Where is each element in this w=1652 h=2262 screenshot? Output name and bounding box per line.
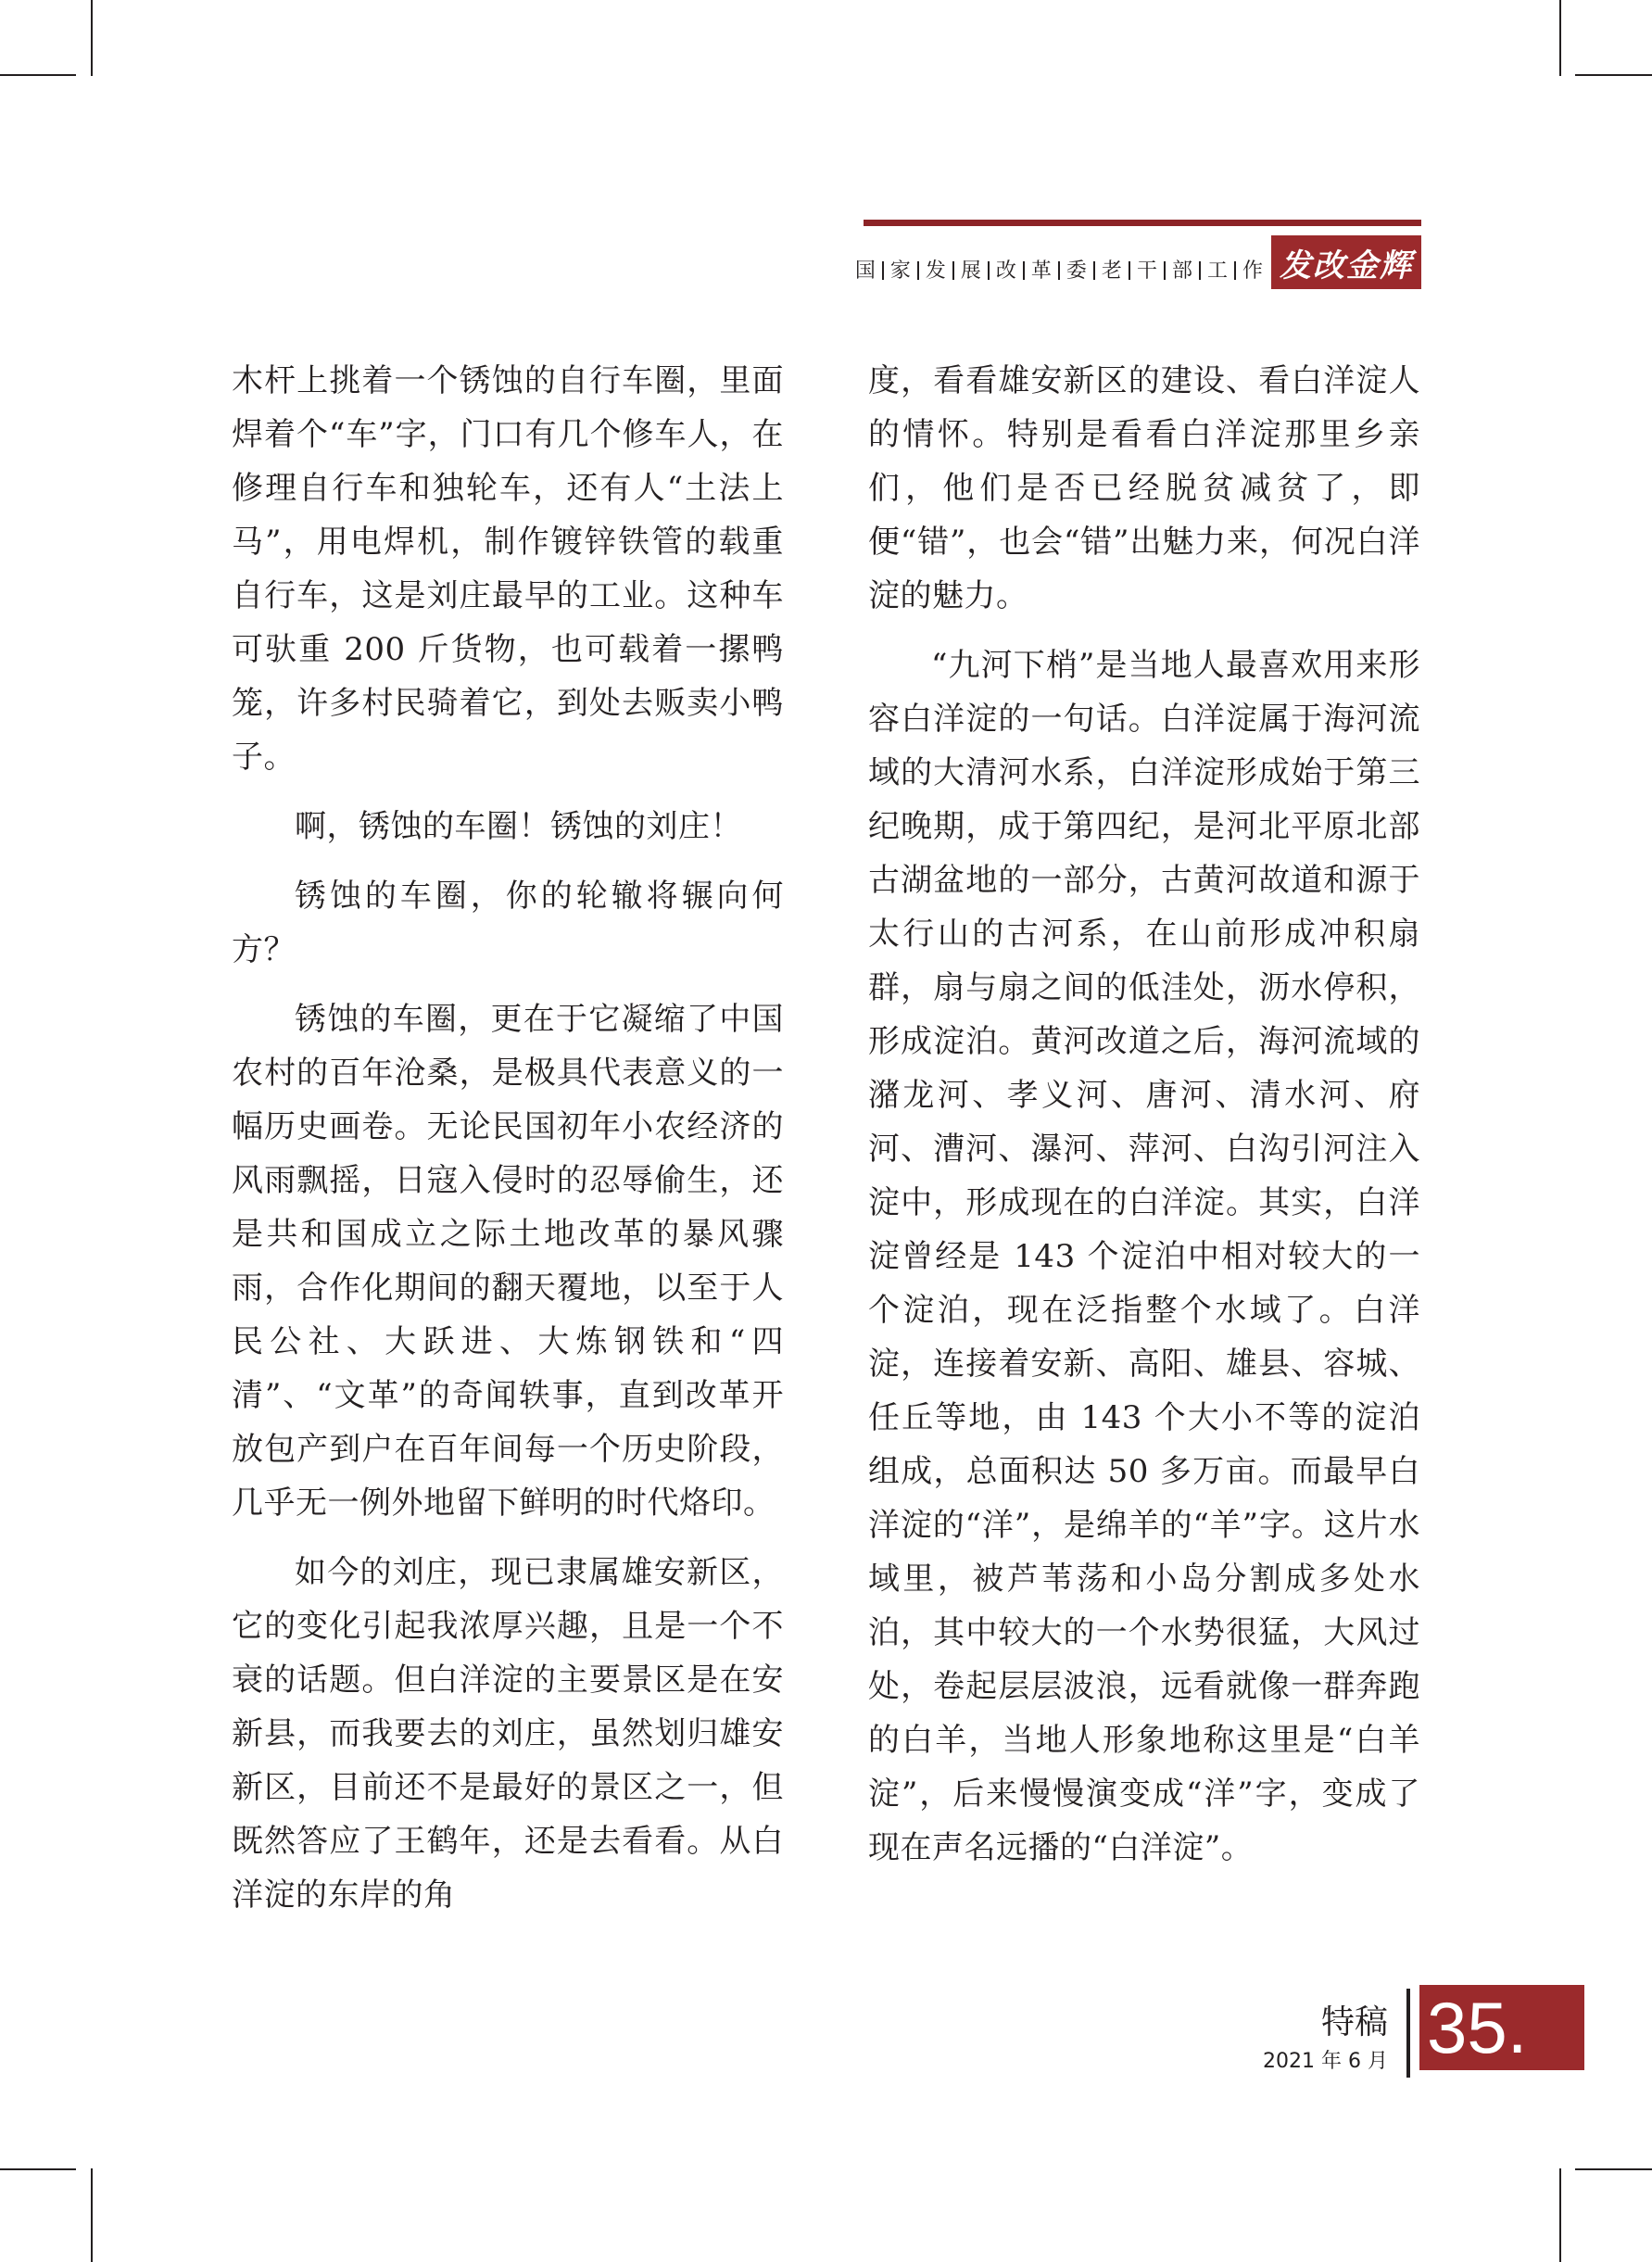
masthead-char: 革 [1030,259,1052,283]
paragraph: 如今的刘庄，现已隶属雄安新区，它的变化引起我浓厚兴趣，且是一个不衰的话题。但白洋淀的主要景区是在安新县，而我要去的刘庄，虽然划归雄安新区，目前还不是最好的景区之一，但既然答应了王鹤年，还是去看看。从白洋淀的东岸的角 [232,1554,784,1914]
paragraph: 度，看看雄安新区的建设、看白洋淀人的情怀。特别是看看白洋淀那里乡亲们，他们是否已经脱贫减贫了，即便“错”，也会“错”出魅力来，何况白洋淀的魅力。 [868,362,1420,614]
masthead-separator [952,261,954,280]
masthead-separator [882,261,884,280]
right-column [868,354,1420,1890]
masthead-separator [1199,261,1201,280]
masthead-separator [1164,261,1166,280]
masthead-char: 干 [1136,259,1157,283]
masthead [855,255,1263,284]
left-column [232,354,784,1938]
masthead-char: 国 [854,259,876,283]
masthead-char: 发 [925,259,946,283]
crop-mark-top-right-h [1575,74,1652,76]
paragraph: 木杆上挑着一个锈蚀的自行车圈，里面焊着个“车”字，门口有几个修车人，在修理自行车和独轮车，还有人“土法上马”，用电焊机，制作镀锌铁管的载重自行车，这是刘庄最早的工业。这种车可驮重 200 斤货物，也可载着一摞鸭笼，许多村民骑着它，到处去贩卖小鸭子。 [232,362,784,776]
masthead-char: 展 [960,259,981,283]
crop-mark-bottom-right-h [1575,2168,1652,2170]
paragraph: 啊，锈蚀的车圈！锈蚀的刘庄！ [295,808,742,845]
masthead-char: 部 [1171,259,1192,283]
header-rule [864,220,1421,226]
section-label: 特稿 [1320,2003,1388,2041]
issue-date: 2021 年 6 月 [1263,2050,1388,2073]
crop-mark-top-right-v [1559,0,1561,76]
crop-mark-bottom-right-v [1559,2168,1561,2262]
masthead-char: 工 [1206,259,1228,283]
crop-mark-bottom-left-h [0,2168,76,2170]
paragraph: 锈蚀的车圈，更在于它凝缩了中国农村的百年沧桑，是极具代表意义的一幅历史画卷。无论民国初年小农经济的风雨飘摇，日寇入侵时的忍辱偷生，还是共和国成立之际土地改革的暴风骤雨，合作化期间的翻天覆地，以至于人民公社、大跃进、大炼钢铁和“四清”、“文革”的奇闻轶事，直到改革开放包产到户在百年间每一个历史阶段，几乎无一例外地留下鲜明的时代烙印。 [232,1001,784,1522]
masthead-char: 作 [1242,259,1263,283]
masthead-char: 老 [1101,259,1122,283]
masthead-char: 家 [889,259,911,283]
masthead-separator [1023,261,1025,280]
masthead-separator [1058,261,1060,280]
masthead-char: 改 [995,259,1016,283]
crop-mark-bottom-left-v [91,2168,93,2262]
paragraph: “九河下梢”是当地人最喜欢用来形容白洋淀的一句话。白洋淀属于海河流域的大清河水系，白洋淀形成始于第三纪晚期，成于第四纪，是河北平原北部古湖盆地的一部分，古黄河故道和源于太行山的古河系，在山前形成冲积扇群，扇与扇之间的低洼处，沥水停积，形成淀泊。黄河改道之后，海河流域的潴龙河、孝义河、唐河、清水河、府河、漕河、瀑河、萍河、白沟引河注入淀中，形成现在的白洋淀。其实，白洋淀曾经是 143 个淀泊中相对较大的一个淀泊，现在泛指整个水域了。白洋淀，连接着安新、高阳、雄县、容城、任丘等地，由 143 个大小不等的淀泊组成，总面积达 50 多万亩。而最早白洋淀的“洋”，是绵羊的“羊”字。这片水域里，被芦苇荡和小岛分割成多处水泊，其中较大的一个水势很猛，大风过处，卷起层层波浪，远看就像一群奔跑的白羊，当地人形象地称这里是“白羊淀”，后来慢慢演变成“洋”字，变成了现在声名远播的“白洋淀”。 [868,647,1420,1866]
masthead-separator [1234,261,1236,280]
footer-divider [1406,1989,1410,2078]
masthead-char: 委 [1066,259,1087,283]
paragraph: 锈蚀的车圈，你的轮辙将辗向何方？ [232,878,784,968]
magazine-logo: 发改金辉 [1271,235,1421,289]
page-number: 35. [1419,1985,1584,2070]
masthead-separator [1093,261,1095,280]
masthead-separator [1129,261,1130,280]
crop-mark-top-left-h [0,74,76,76]
crop-mark-top-left-v [91,0,93,76]
masthead-separator [917,261,919,280]
masthead-separator [988,261,990,280]
